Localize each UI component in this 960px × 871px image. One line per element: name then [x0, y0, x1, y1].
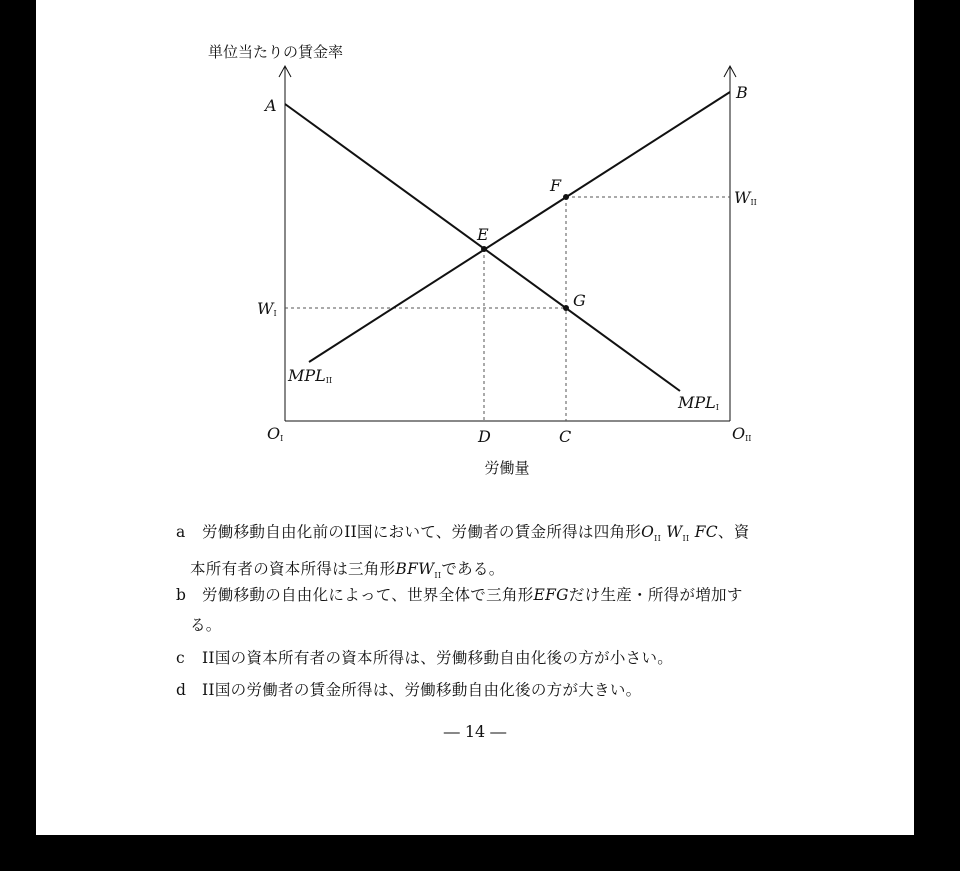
statement-a-line1 [176, 517, 816, 554]
label-w2: WII [734, 188, 757, 207]
statement-d [176, 675, 816, 705]
x-axis-label: 労働量 [484, 459, 530, 477]
statement-text: だけ生産・所得が増加す [568, 586, 743, 604]
label-mpl1: MPLI [678, 393, 719, 412]
label-d: D [478, 427, 491, 446]
math-efg: EFG [533, 586, 569, 604]
statement-label: d [176, 681, 187, 699]
statement-text: である。 [441, 560, 505, 579]
mpl2-line [309, 92, 730, 362]
statement-b [176, 580, 816, 640]
math-sub: II [654, 534, 662, 544]
math-w: W [661, 523, 683, 541]
point-e [481, 246, 487, 252]
statement-label: b [176, 586, 187, 604]
label-e: E [477, 225, 489, 244]
label-mpl2: MPLII [288, 366, 333, 385]
math-o: O [641, 523, 655, 541]
label-w1: WI [257, 299, 277, 318]
label-g: G [573, 291, 586, 310]
label-c: C [559, 427, 572, 446]
statement-text: 労働移動自由化前のII国において、労働者の賃金所得は四角形 [202, 523, 642, 541]
point-f [563, 194, 569, 200]
statement-text: 本所有者の資本所得は三角形 [190, 560, 396, 579]
statement-b-line1 [176, 580, 816, 610]
document-page [36, 0, 914, 835]
statement-label: c [176, 649, 185, 667]
statement-text: II国の資本所有者の資本所得は、労働移動自由化後の方が小さい。 [202, 649, 674, 667]
statement-c [176, 643, 816, 673]
label-f: F [550, 176, 562, 195]
statement-text: 労働移動の自由化によって、世界全体で三角形 [202, 586, 534, 604]
statement-b-line2: る。 [190, 616, 222, 634]
statement-text: 、資 [717, 523, 750, 541]
math-bfw: BFW [395, 560, 435, 579]
statement-label: a [176, 523, 186, 541]
label-a: A [265, 96, 277, 115]
y-axis-label: 単位当たりの賃金率 [208, 43, 344, 61]
math-fc: FC [689, 523, 718, 541]
wage-labor-diagram [36, 0, 914, 490]
math-sub: II [682, 534, 690, 544]
page-number: ― 14 ― [443, 722, 507, 741]
label-o2: OII [732, 424, 752, 443]
point-g [563, 305, 569, 311]
statement-text: II国の労働者の賃金所得は、労働移動自由化後の方が大きい。 [202, 681, 642, 699]
label-o1: OI [267, 424, 284, 443]
math-sub: II [434, 571, 442, 581]
label-b: B [736, 83, 748, 102]
